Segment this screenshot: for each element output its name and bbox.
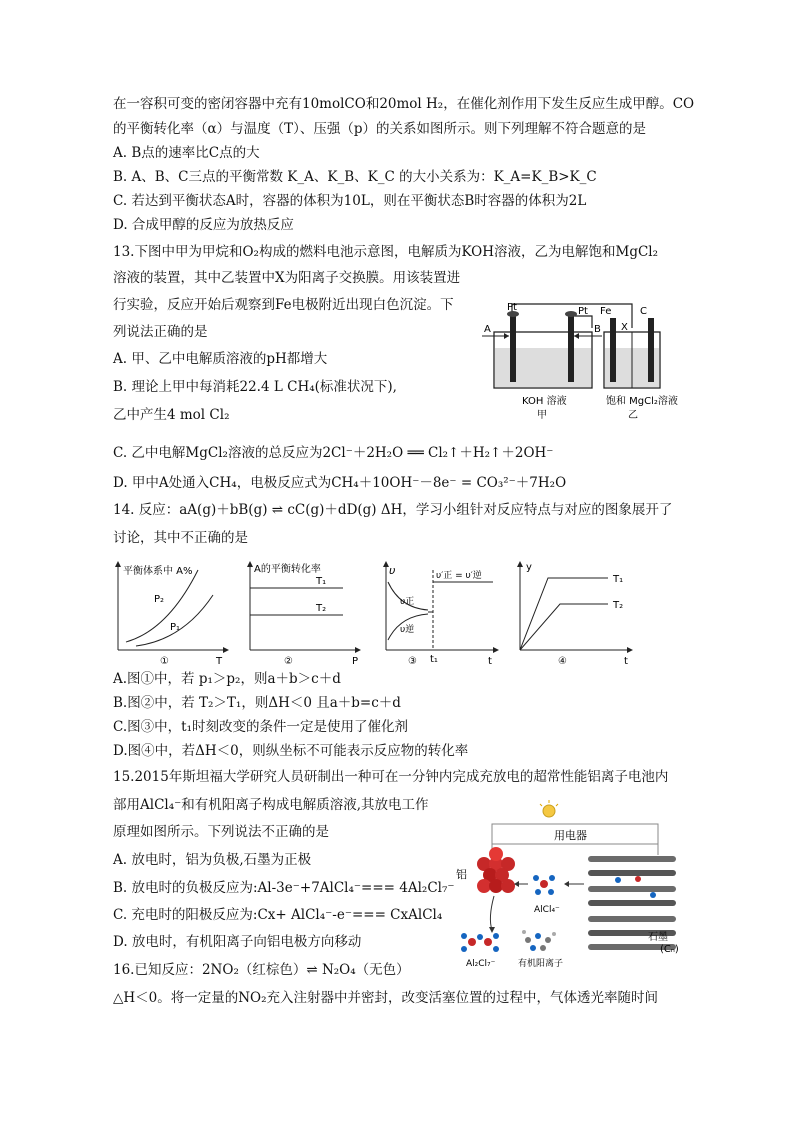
alcl4-label: AlCl₄⁻	[534, 905, 560, 915]
q14-option-a: A.图①中，若 p₁＞p₂，则a＋b＞c＋d	[113, 671, 341, 687]
q15-option-d: D. 放电时，有机阳离子向铝电极方向移动	[113, 934, 362, 950]
al2cl7-label: Al₂Cl₇⁻	[466, 959, 496, 969]
g1-number: ①	[160, 656, 169, 667]
q13-option-b-line-2: 乙中产生4 mol Cl₂	[113, 407, 230, 423]
g1-p1: P₁	[170, 622, 181, 633]
q13-stem-line-4: 列说法正确的是	[113, 324, 208, 340]
g1-ylabel: 平衡体系中 A%	[123, 566, 193, 577]
g3-ylabel: υ	[389, 564, 396, 577]
x-membrane-label: X	[621, 322, 628, 333]
aluminum-electrode	[477, 847, 515, 893]
q15-option-c: C. 充电时的阳极反应为:Cx+ AlCl₄⁻-e⁻=== CxAlCl₄	[113, 907, 443, 923]
q13-option-a: A. 甲、乙中电解质溶液的pH都增大	[113, 351, 328, 367]
q12-option-b: B. A、B、C三点的平衡常数 K_A、K_B、K_C 的大小关系为：K_A=K_B>K_C	[113, 169, 597, 185]
q13-stem-line-1: 13.下图中甲为甲烷和O₂构成的燃料电池示意图，电解质为KOH溶液，乙为电解饱和MgCl₂	[113, 244, 659, 260]
cn-label: (Cₙ)	[660, 944, 679, 955]
q14-graphs	[108, 560, 648, 668]
organic-cation-label: 有机阳离子	[518, 959, 564, 969]
graphite-label: 石墨	[648, 932, 668, 943]
jia-label: 甲	[537, 410, 547, 421]
g4-t1: T₁	[613, 574, 624, 585]
q13-option-d: D. 甲中A处通入CH₄，电极反应式为CH₄＋10OH⁻－8e⁻ = CO₃²⁻＋7H₂O	[113, 475, 567, 491]
graph-1	[118, 564, 226, 667]
g3-equal-label: υ′正 = υ′逆	[436, 571, 482, 581]
q14-option-d: D.图④中，若ΔH＜0，则纵坐标不可能表示反应物的转化率	[113, 743, 469, 759]
light-bulb-icon	[540, 800, 558, 817]
q12-option-a: A. B点的速率比C点的大	[113, 145, 260, 161]
yi-label: 乙	[628, 410, 638, 421]
g4-t2: T₂	[613, 600, 624, 611]
q15-option-a: A. 放电时，铝为负极,石墨为正极	[113, 852, 312, 868]
graph-3	[386, 564, 496, 667]
q12-stem-line-1: 在一容积可变的密闭容器中充有10molCO和20mol H₂，在催化剂作用下发生反应生成甲醇。CO	[113, 96, 695, 112]
q15-stem-line-1: 15.2015年斯坦福大学研究人员研制出一种可在一分钟内完成充放电的超常性能铝离子电池内	[113, 769, 669, 785]
g2-number: ②	[284, 656, 293, 667]
q14-option-b: B.图②中，若 T₂＞T₁，则ΔH＜0 且a＋b=c＋d	[113, 695, 401, 711]
alcl4-molecule	[533, 875, 555, 895]
mgcl2-label: 饱和 MgCl₂溶液	[606, 396, 678, 407]
g2-ylabel: A的平衡转化率	[254, 564, 321, 575]
q16-stem-line-1: 16.已知反应：2NO₂（红棕色）⇌ N₂O₄（无色）	[113, 962, 410, 978]
q14-option-c: C.图③中，t₁时刻改变的条件一定是使用了催化剂	[113, 719, 408, 735]
a-inlet-label: A	[484, 324, 491, 335]
q12-stem-line-2: 的平衡转化率（α）与温度（T）、压强（p）的关系如图所示。则下列理解不符合题意的是	[113, 121, 647, 137]
koh-label: KOH 溶液	[522, 396, 567, 407]
c-label: C	[640, 306, 647, 317]
organic-cation-molecule	[522, 930, 556, 951]
g2-t1: T₁	[316, 576, 327, 587]
pt-left-label: Pt	[507, 302, 517, 313]
graph-2	[250, 562, 358, 667]
q15-stem-line-2: 部用AlCl₄⁻和有机阳离子构成电解质溶液,其放电工作	[113, 797, 429, 813]
q13-stem-line-2: 溶液的装置，其中乙装置中X为阳离子交换膜。用该装置进	[113, 270, 461, 286]
graph-4	[520, 562, 630, 667]
g3-number: ③	[408, 656, 417, 667]
q15-option-b: B. 放电时的负极反应为:Al-3e⁻+7AlCl₄⁻=== 4Al₂Cl₇⁻	[113, 880, 455, 896]
pt-right-label: Pt	[578, 306, 588, 317]
g3-t1: t₁	[430, 654, 438, 665]
q12-option-c: C. 若达到平衡状态A时，容器的体积为10L，则在平衡状态B时容器的体积为2L	[113, 193, 587, 209]
g1-xlabel: T	[216, 656, 223, 667]
g3-reverse-label: υ逆	[400, 625, 415, 635]
b-inlet-label: B	[594, 324, 601, 335]
g4-ylabel: y	[526, 562, 532, 573]
q14-stem-line-1: 14. 反应：aA(g)＋bB(g) ⇌ cC(g)＋dD(g) ΔH，学习小组针对反应特点与对应的图象展开了	[113, 502, 673, 518]
q12-option-d: D. 合成甲醇的反应为放热反应	[113, 217, 294, 233]
g2-xlabel: P	[352, 656, 359, 667]
device-label: 用电器	[554, 829, 587, 842]
q15-stem-line-3: 原理如图所示。下列说法不正确的是	[113, 824, 329, 840]
aluminum-label: 铝	[456, 868, 467, 881]
g2-t2: T₂	[316, 603, 327, 614]
electrolysis-apparatus-diagram	[482, 296, 682, 426]
g1-p2: P₂	[154, 594, 165, 605]
q16-stem-line-2: △H＜0。将一定量的NO₂充入注射器中并密封，改变活塞位置的过程中，气体透光率随时间	[113, 990, 659, 1006]
aluminum-ion-battery-diagram	[448, 800, 688, 975]
al2cl7-molecule	[461, 933, 499, 952]
g4-xlabel: t	[624, 656, 628, 667]
g3-xlabel: t	[488, 656, 492, 667]
g3-forward-label: υ正	[400, 597, 415, 607]
fe-label: Fe	[600, 306, 612, 317]
q13-option-c: C. 乙中电解MgCl₂溶液的总反应为2Cl⁻＋2H₂O ══ Cl₂↑＋H₂↑＋2OH⁻	[113, 445, 554, 461]
g4-number: ④	[558, 656, 567, 667]
q13-stem-line-3: 行实验，反应开始后观察到Fe电极附近出现白色沉淀。下	[113, 297, 454, 313]
q14-stem-line-2: 讨论，其中不正确的是	[113, 530, 248, 546]
q13-option-b-line-1: B. 理论上甲中每消耗22.4 L CH₄(标准状况下),	[113, 379, 397, 395]
